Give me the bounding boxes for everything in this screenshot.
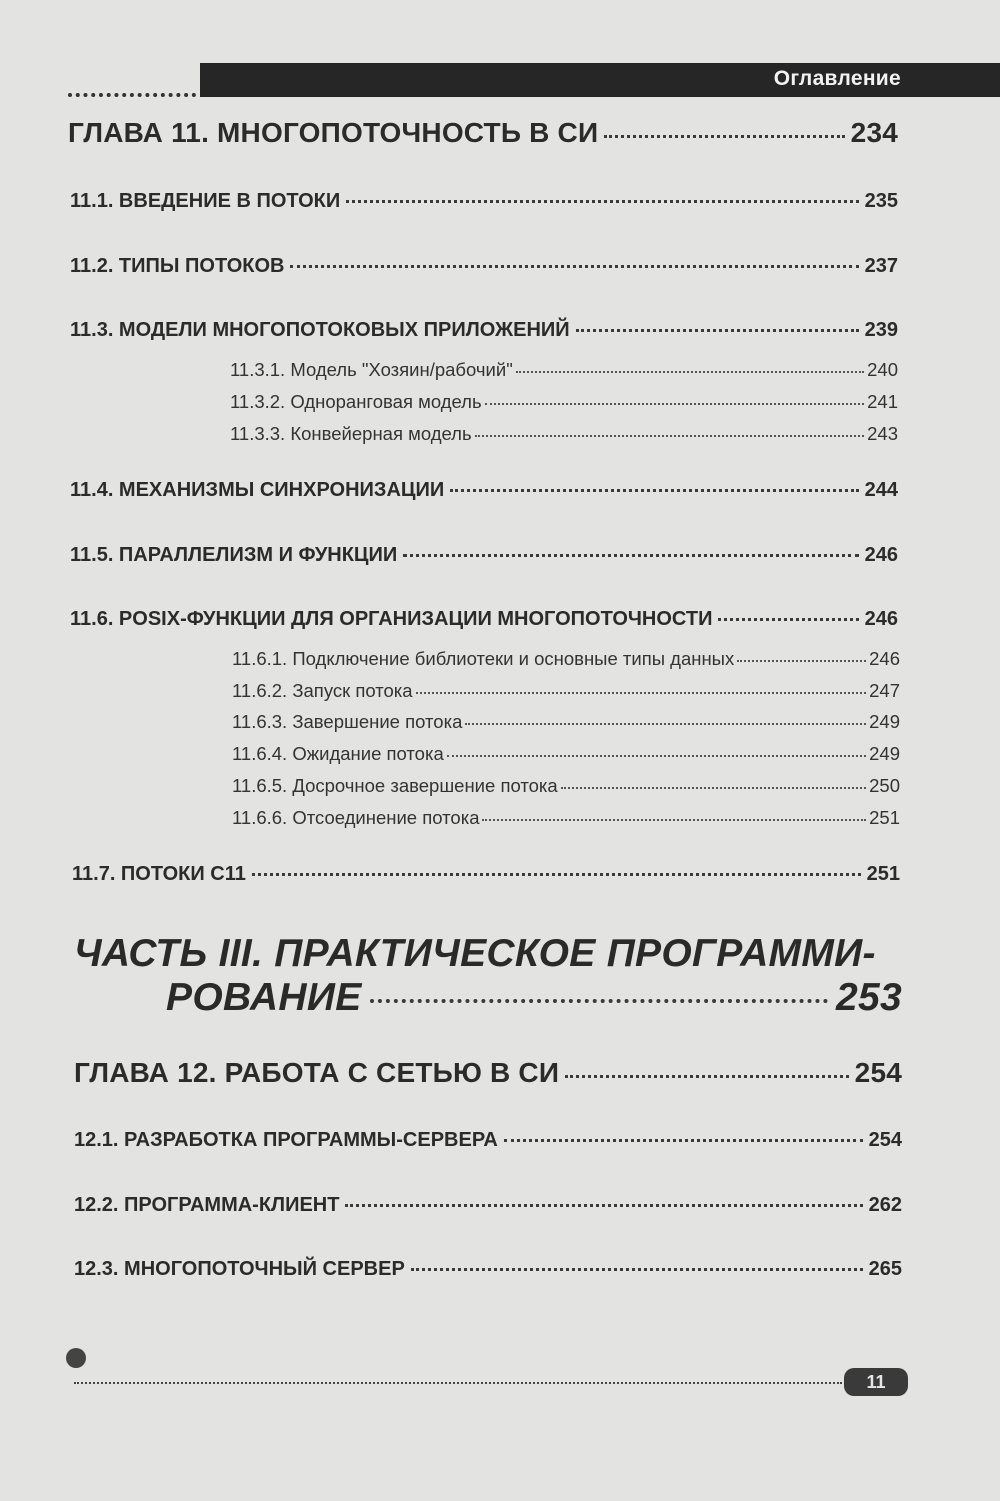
toc-entry-title: 11.6.5. Досрочное завершение потока <box>232 775 558 796</box>
toc-entry-title: 12.3. МНОГОПОТОЧНЫЙ СЕРВЕР <box>74 1258 405 1280</box>
toc-section-11-7[interactable] <box>72 863 900 886</box>
toc-entry-page: 237 <box>864 255 898 277</box>
toc-part-3-line1[interactable]: ЧАСТЬ III. ПРАКТИЧЕСКОЕ ПРОГРАММИ- <box>74 932 876 975</box>
footer-dotted-rule <box>74 1382 842 1384</box>
dot-leader <box>565 1075 848 1078</box>
dot-leader <box>516 371 864 373</box>
dot-leader <box>485 403 865 405</box>
toc-subsection-11-6-2[interactable] <box>232 680 900 702</box>
dot-leader <box>465 723 866 725</box>
toc-section-11-3[interactable] <box>70 319 898 342</box>
dot-leader <box>252 873 861 876</box>
header-dotted-rule <box>68 93 196 97</box>
dot-leader <box>411 1268 863 1271</box>
dot-leader <box>450 489 858 492</box>
toc-entry-page: 249 <box>869 743 900 764</box>
toc-entry-title: 11.6. POSIX-ФУНКЦИИ ДЛЯ ОРГАНИЗАЦИИ МНОГОПОТОЧНОСТИ <box>70 608 713 630</box>
toc-section-12-1[interactable] <box>74 1129 902 1152</box>
toc-section-12-3[interactable] <box>74 1258 902 1281</box>
dot-leader <box>290 265 858 268</box>
toc-entry-page: 249 <box>869 711 900 732</box>
toc-entry-title: 11.3.1. Модель "Хозяин/рабочий" <box>230 359 513 380</box>
toc-entry-page: 253 <box>836 976 902 1019</box>
dot-leader <box>346 200 858 203</box>
toc-entry-page: 235 <box>864 190 898 212</box>
toc-section-11-4[interactable] <box>70 479 898 502</box>
toc-entry-page: 262 <box>868 1194 902 1216</box>
toc-entry-page: 254 <box>868 1129 902 1151</box>
toc-entry-page: 246 <box>864 544 898 566</box>
dot-leader <box>447 755 866 757</box>
toc-entry-title: 11.3.3. Конвейерная модель <box>230 423 472 444</box>
toc-section-11-5[interactable] <box>70 544 898 567</box>
toc-entry-page: 244 <box>864 479 898 501</box>
toc-entry-page: 254 <box>854 1057 902 1088</box>
toc-entry-page: 246 <box>864 608 898 630</box>
toc-entry-page: 251 <box>869 807 900 828</box>
toc-entry-title: ГЛАВА 12. РАБОТА С СЕТЬЮ В СИ <box>74 1057 560 1088</box>
toc-entry-title: 11.2. ТИПЫ ПОТОКОВ <box>70 255 285 277</box>
toc-entry-title: 12.2. ПРОГРАММА-КЛИЕНТ <box>74 1194 340 1216</box>
toc-entry-page: 240 <box>867 359 898 380</box>
toc-subsection-11-3-3[interactable] <box>230 423 898 445</box>
dot-leader <box>482 819 866 821</box>
toc-section-11-6[interactable] <box>70 608 898 631</box>
toc-subsection-11-6-4[interactable] <box>232 743 900 765</box>
toc-entry-page: 251 <box>866 863 900 885</box>
dot-leader <box>561 787 866 789</box>
toc-entry-title: 11.4. МЕХАНИЗМЫ СИНХРОНИЗАЦИИ <box>70 479 445 501</box>
toc-entry-title: 11.3.2. Одноранговая модель <box>230 391 482 412</box>
toc-subsection-11-6-5[interactable] <box>232 775 900 797</box>
toc-entry-page: 243 <box>867 423 898 444</box>
toc-entry-title: 11.6.3. Завершение потока <box>232 711 463 732</box>
dot-leader <box>416 692 867 694</box>
toc-entry-page: 250 <box>869 775 900 796</box>
footer-bullet <box>66 1348 86 1368</box>
dot-leader <box>345 1204 862 1207</box>
toc-entry-page: 239 <box>864 319 898 341</box>
dot-leader <box>576 329 859 332</box>
toc-entry-page: 247 <box>869 680 900 701</box>
header-bar <box>200 63 1000 97</box>
toc-section-11-2[interactable] <box>70 255 898 278</box>
dot-leader <box>718 618 858 621</box>
toc-section-12-2[interactable] <box>74 1194 902 1217</box>
dot-leader <box>475 435 865 437</box>
toc-entry-title: 11.6.6. Отсоединение потока <box>232 807 480 828</box>
toc-part-3-line2[interactable] <box>166 976 902 1020</box>
toc-subsection-11-6-1[interactable] <box>232 648 900 670</box>
toc-entry-page: 246 <box>869 648 900 669</box>
toc-subsection-11-6-3[interactable] <box>232 711 900 733</box>
dot-leader <box>737 660 866 662</box>
toc-entry-title: ГЛАВА 11. МНОГОПОТОЧНОСТЬ В СИ <box>68 117 599 148</box>
toc-entry-title: 12.1. РАЗРАБОТКА ПРОГРАММЫ-СЕРВЕРА <box>74 1129 498 1151</box>
toc-entry-title: РОВАНИЕ <box>166 976 362 1019</box>
toc-section-11-1[interactable] <box>70 190 898 213</box>
toc-chapter-12[interactable] <box>74 1057 902 1089</box>
toc-subsection-11-6-6[interactable] <box>232 807 900 829</box>
toc-entry-title: 11.1. ВВЕДЕНИЕ В ПОТОКИ <box>70 190 341 212</box>
dot-leader <box>370 999 828 1003</box>
toc-entry-title: 11.6.2. Запуск потока <box>232 680 413 701</box>
toc-chapter-11[interactable] <box>68 117 898 149</box>
toc-entry-title: 11.6.4. Ожидание потока <box>232 743 444 764</box>
dot-leader <box>504 1139 863 1142</box>
toc-entry-page: 265 <box>868 1258 902 1280</box>
dot-leader <box>604 135 844 138</box>
toc-entry-title: 11.6.1. Подключение библиотеки и основные типы данных <box>232 648 735 669</box>
toc-subsection-11-3-2[interactable] <box>230 391 898 413</box>
toc-entry-page: 241 <box>867 391 898 412</box>
toc-subsection-11-3-1[interactable] <box>230 359 898 381</box>
page-number-badge: 11 <box>844 1368 908 1396</box>
dot-leader <box>403 554 858 557</box>
toc-entry-title: 11.5. ПАРАЛЛЕЛИЗМ И ФУНКЦИИ <box>70 544 398 566</box>
toc-entry-page: 234 <box>850 117 898 148</box>
running-header-title: Оглавление <box>773 67 901 90</box>
toc-entry-title: 11.3. МОДЕЛИ МНОГОПОТОКОВЫХ ПРИЛОЖЕНИЙ <box>70 319 570 341</box>
toc-entry-title: 11.7. ПОТОКИ C11 <box>72 863 246 885</box>
